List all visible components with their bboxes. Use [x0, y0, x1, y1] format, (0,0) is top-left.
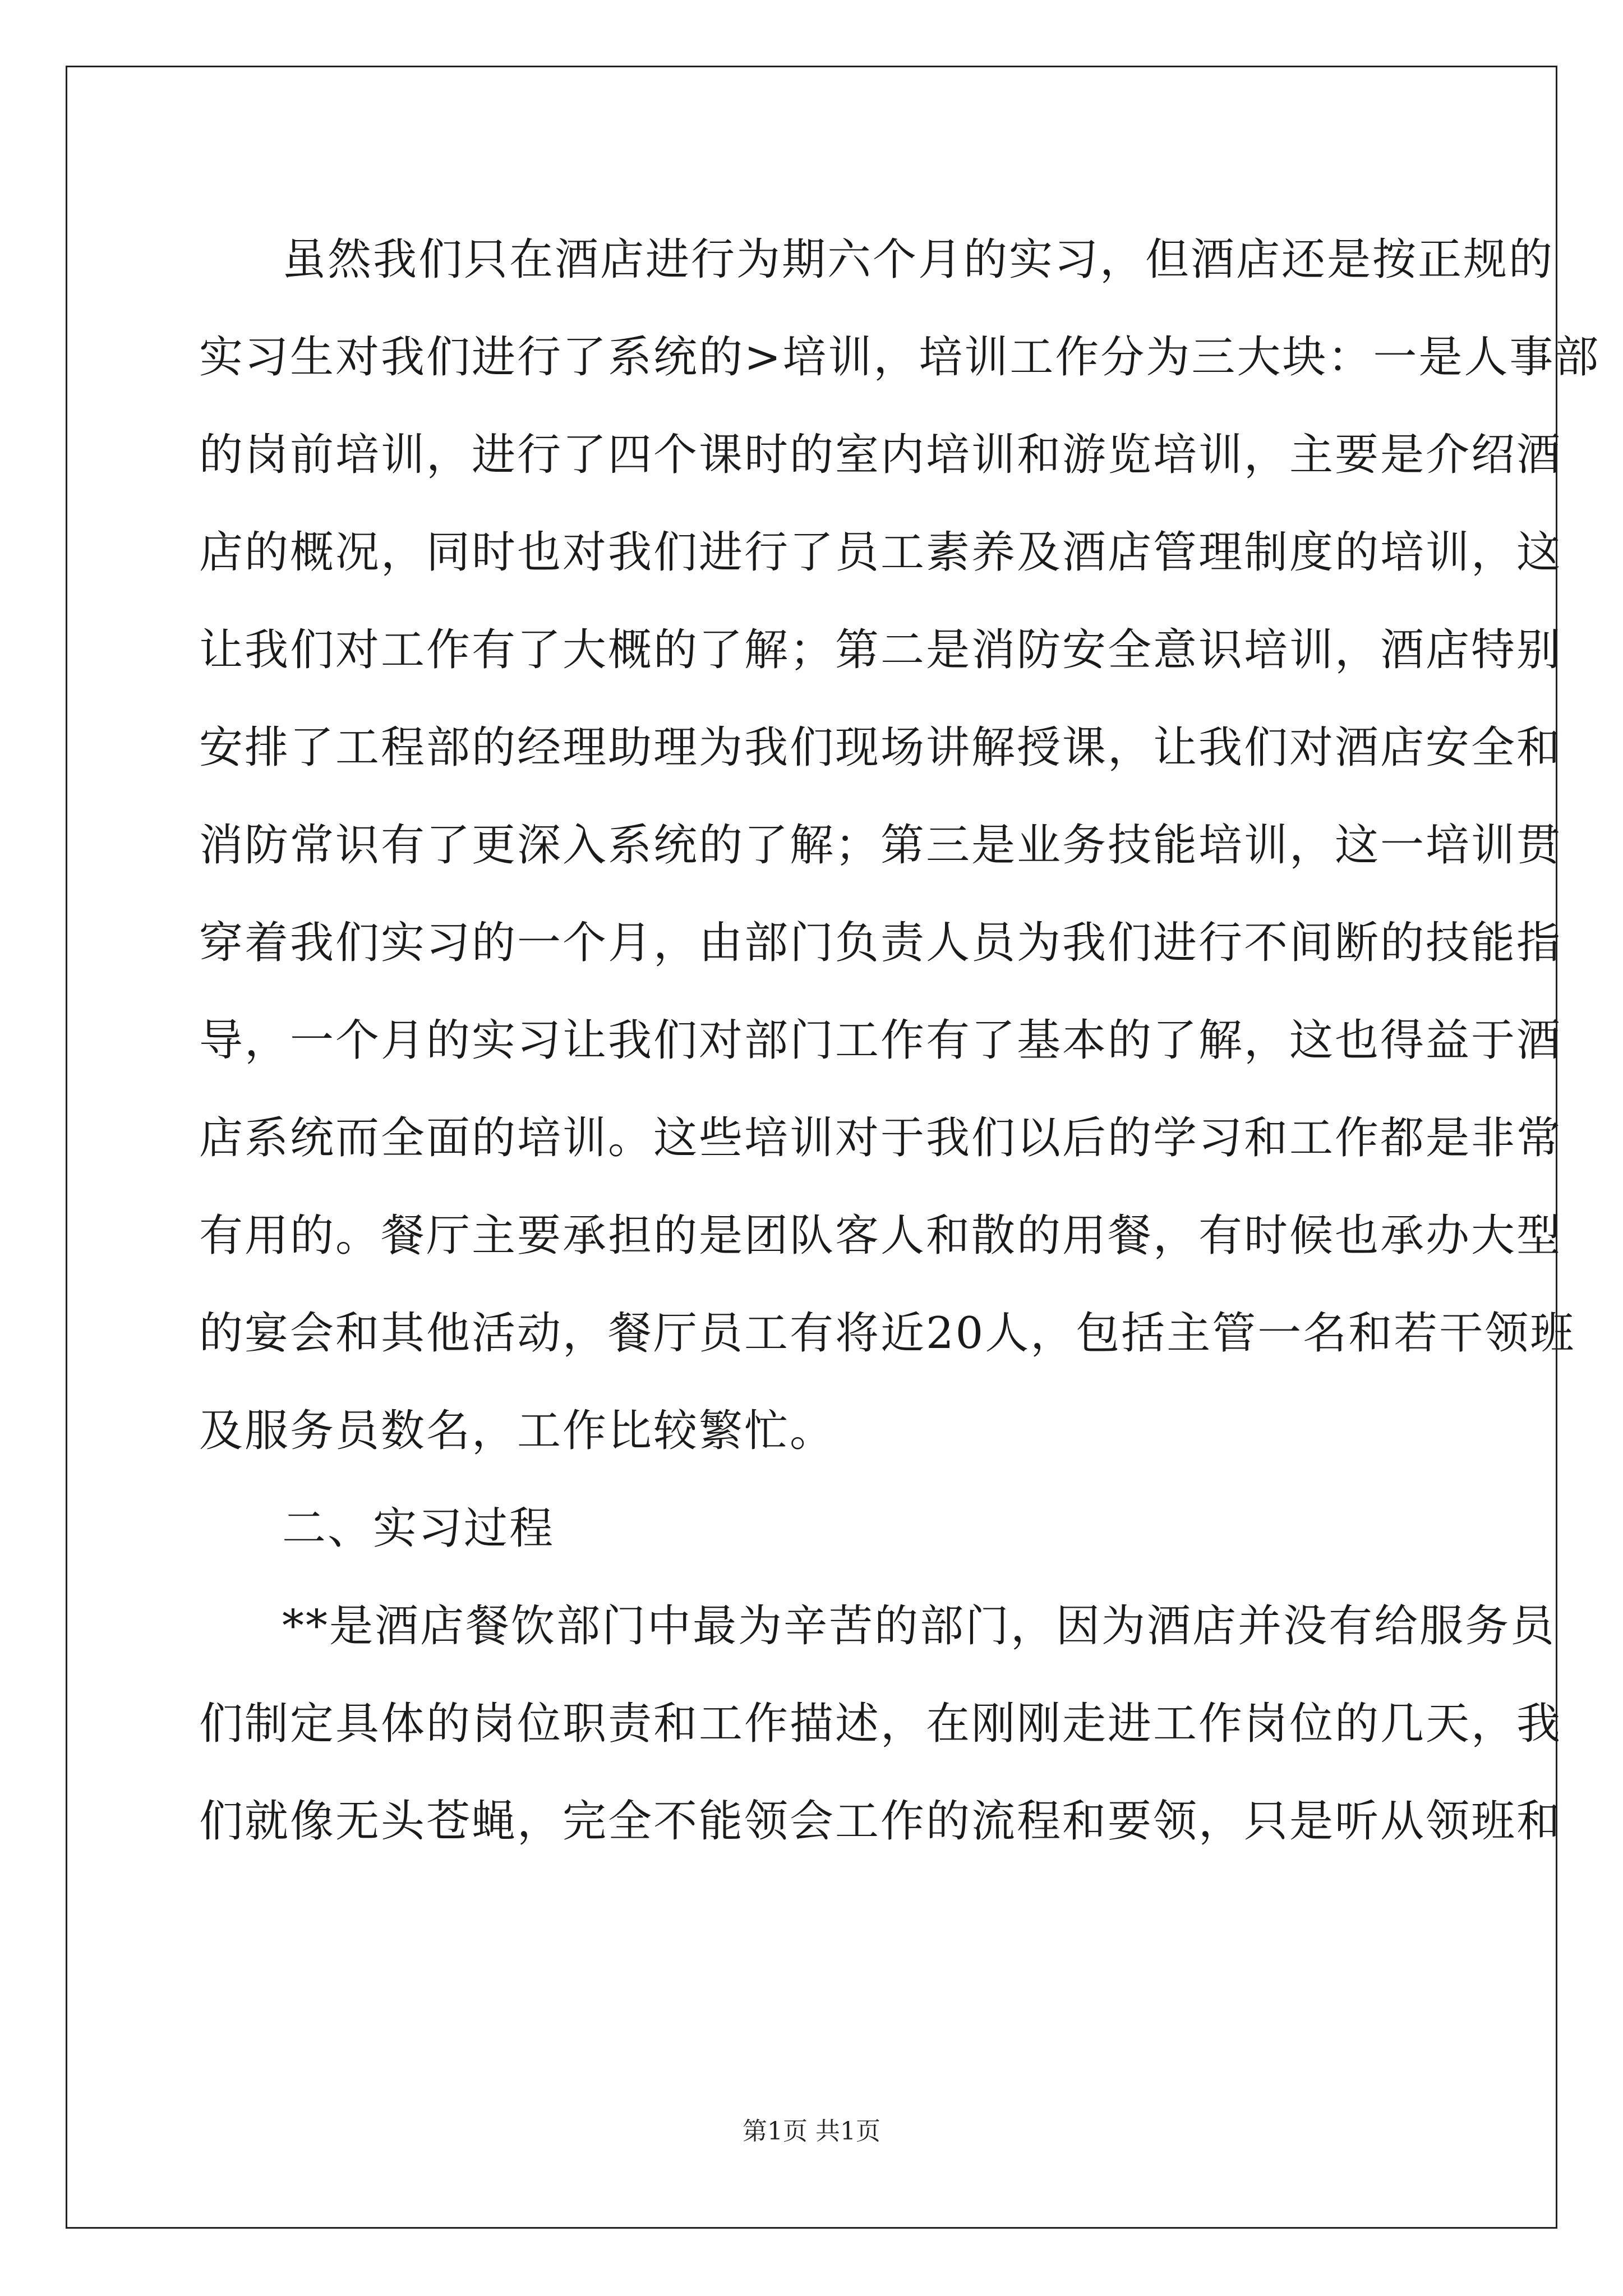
paragraph-line: 们制定具体的岗位职责和工作描述，在刚刚走进工作岗位的几天，我: [199, 1699, 1562, 1749]
paragraph-line: 消防常识有了更深入系统的了解；第三是业务技能培训，这一培训贯: [199, 820, 1562, 871]
paragraph-line: 让我们对工作有了大概的了解；第二是消防安全意识培训，酒店特别: [199, 625, 1562, 675]
paragraph-line: 安排了工程部的经理助理为我们现场讲解授课，让我们对酒店安全和: [199, 723, 1562, 773]
paragraph-line: 实习生对我们进行了系统的>培训，培训工作分为三大块：一是人事部: [199, 332, 1601, 383]
document-body: [199, 211, 1601, 1870]
paragraph-line: 穿着我们实习的一个月，由部门负责人员为我们进行不间断的技能指: [199, 918, 1562, 968]
paragraph-line: **是酒店餐饮部门中最为辛苦的部门，因为酒店并没有给服务员: [282, 1601, 1556, 1651]
paragraph-line: 有用的。餐厅主要承担的是团队客人和散的用餐，有时候也承办大型: [199, 1211, 1562, 1261]
paragraph-line: 们就像无头苍蝇，完全不能领会工作的流程和要领，只是听从领班和: [199, 1796, 1562, 1847]
section-heading: 二、实习过程: [282, 1503, 555, 1554]
paragraph-line: 店的概况，同时也对我们进行了员工素养及酒店管理制度的培训，这: [199, 527, 1562, 578]
paragraph-line: 导，一个月的实习让我们对部门工作有了基本的了解，这也得益于酒: [199, 1015, 1562, 1066]
paragraph-line: 店系统而全面的培训。这些培训对于我们以后的学习和工作都是非常: [199, 1113, 1562, 1163]
paragraph-line: 的宴会和其他活动，餐厅员工有将近20人，包括主管一名和若干领班: [199, 1308, 1576, 1359]
page-footer: 第1页 共1页: [743, 2117, 880, 2146]
paragraph-line: 及服务员数名，工作比较繁忙。: [199, 1406, 836, 1456]
paragraph-line: 的岗前培训，进行了四个课时的室内培训和游览培训，主要是介绍酒: [199, 430, 1562, 480]
paragraph-line: 虽然我们只在酒店进行为期六个月的实习，但酒店还是按正规的: [282, 234, 1555, 285]
